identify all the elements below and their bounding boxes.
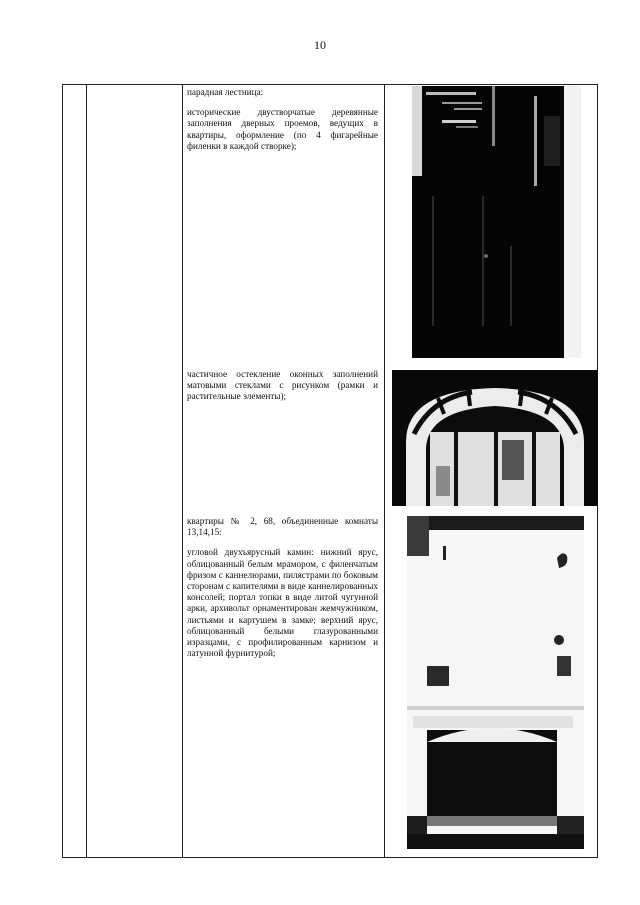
row-3-heading: квартиры № 2, 68, объединенные комнаты 13,14,15: [187, 516, 378, 538]
table-border-left [62, 84, 63, 858]
door-photo-icon [412, 86, 581, 358]
table-border-bottom [62, 857, 598, 858]
fireplace-photo-icon [407, 516, 584, 849]
page-number: 10 [314, 38, 326, 52]
row-3-description [187, 516, 378, 668]
table-column-divider-3 [384, 84, 385, 858]
row-1-body: исторические двустворчатые деревянные заполнения дверных проемов, ведущих в квартиры, оформление (по 4 фигарейные филенки в каждой створке); [187, 107, 378, 151]
row-3-body: угловой двухъярусный камин: нижний ярус, облицованный белым мрамором, с филенчатым фризом с каннелюрами, пилястрами по боковым сторонам с капителями в виде каннелированных консолей; портал топки в виде литой чугунной арки, архивольт орнаментирован жемчужником, листьями и картушем в замке; верхний ярус, облицованный белыми глазурованными изразцами, с профилированным карнизом и латунной фурнитурой; [187, 547, 378, 659]
row-2-description [187, 369, 378, 412]
table-column-divider-2 [182, 84, 183, 858]
table-column-divider-1 [86, 84, 87, 858]
arched-window-photo-icon [392, 370, 598, 506]
row-1-description [187, 87, 378, 161]
table-border-top [62, 84, 598, 85]
row-1-heading: парадная лестница: [187, 87, 264, 97]
row-2-body: частичное остекление оконных заполнений матовыми стеклами с рисунком (рамки и растительные элементы); [187, 369, 378, 402]
